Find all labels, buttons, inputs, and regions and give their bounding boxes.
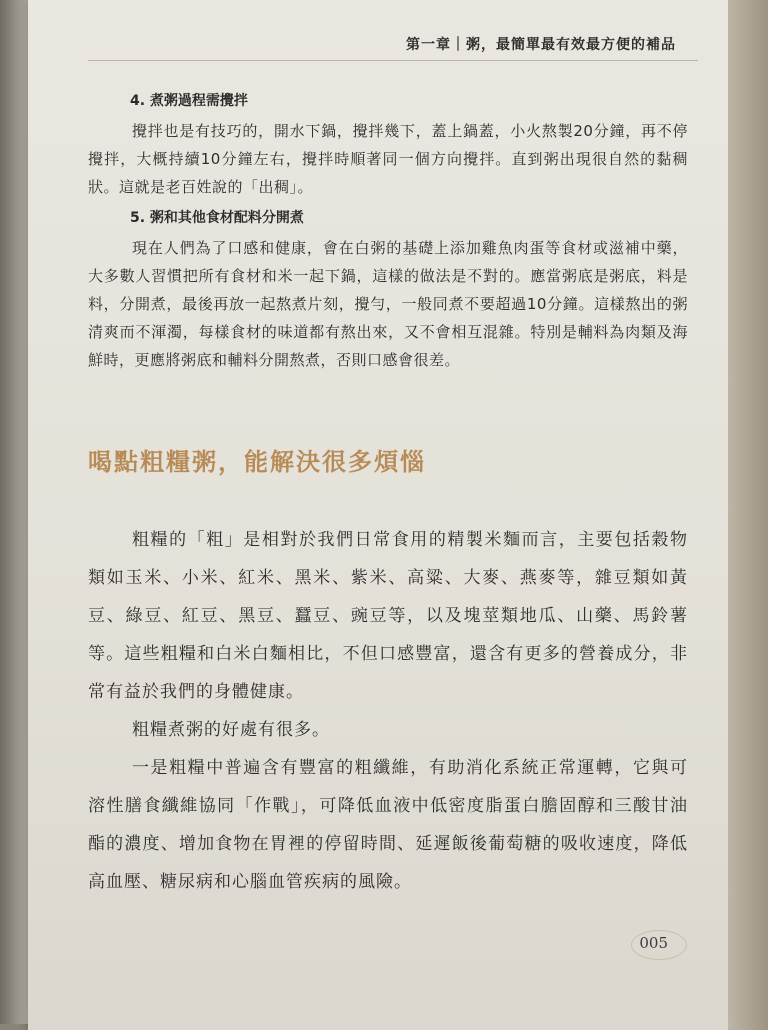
section-paragraph-4: 攪拌也是有技巧的，開水下鍋，攪拌幾下，蓋上鍋蓋，小火熬製20分鐘，再不停攪拌，大概持續10分鐘左右，攪拌時順著同一個方向攪拌。直到粥出現很自然的黏稠狀。這就是老百姓說的「出稠」。 <box>88 122 688 196</box>
book-page <box>28 0 728 1030</box>
running-header: 第一章｜粥，最簡單最有效最方便的補品 <box>406 37 676 53</box>
chapter-title: 喝點粗糧粥，能解決很多煩惱 <box>88 448 426 476</box>
section-heading-4: 4. 煮粥過程需攪拌 <box>130 93 248 109</box>
chapter-paragraph-1: 粗糧的「粗」是相對於我們日常食用的精製米麵而言，主要包括穀物類如玉米、小米、紅米、黑米、紫米、高粱、大麥、燕麥等，雜豆類如黃豆、綠豆、紅豆、黑豆、蠶豆、豌豆等，以及塊莖類地瓜、山藥、馬鈴薯等。這些粗糧和白米白麵相比，不但口感豐富，還含有更多的營養成分，非常有益於我們的身體健康。 <box>88 530 688 702</box>
header-rule <box>88 60 698 61</box>
section-paragraph-5: 現在人們為了口感和健康，會在白粥的基礎上添加雞魚肉蛋等食材或滋補中藥，大多數人習慣把所有食材和米一起下鍋，這樣的做法是不對的。應當粥底是粥底，料是料，分開煮，最後再放一起熬煮片刻，攪勻，一般同煮不要超過10分鐘。這樣熬出的粥清爽而不渾濁，每樣食材的味道都有熬出來，又不會相互混雜。特別是輔料為肉類及海鮮時，更應將粥底和輔料分開熬煮，否則口感會很差。 <box>88 239 688 369</box>
section-heading-5: 5. 粥和其他食材配料分開煮 <box>130 210 304 226</box>
chapter-paragraph-2: 粗糧煮粥的好處有很多。 <box>132 720 330 740</box>
page-content <box>88 90 688 901</box>
page-number: 005 <box>639 934 668 952</box>
chapter-paragraph-3: 一是粗糧中普遍含有豐富的粗纖維，有助消化系統正常運轉，它與可溶性膳食纖維協同「作戰」，可降低血液中低密度脂蛋白膽固醇和三酸甘油酯的濃度、增加食物在胃裡的停留時間、延遲飯後葡萄糖的吸收速度，降低高血壓、糖尿病和心腦血管疾病的風險。 <box>88 758 688 892</box>
page-edge <box>728 0 768 1030</box>
